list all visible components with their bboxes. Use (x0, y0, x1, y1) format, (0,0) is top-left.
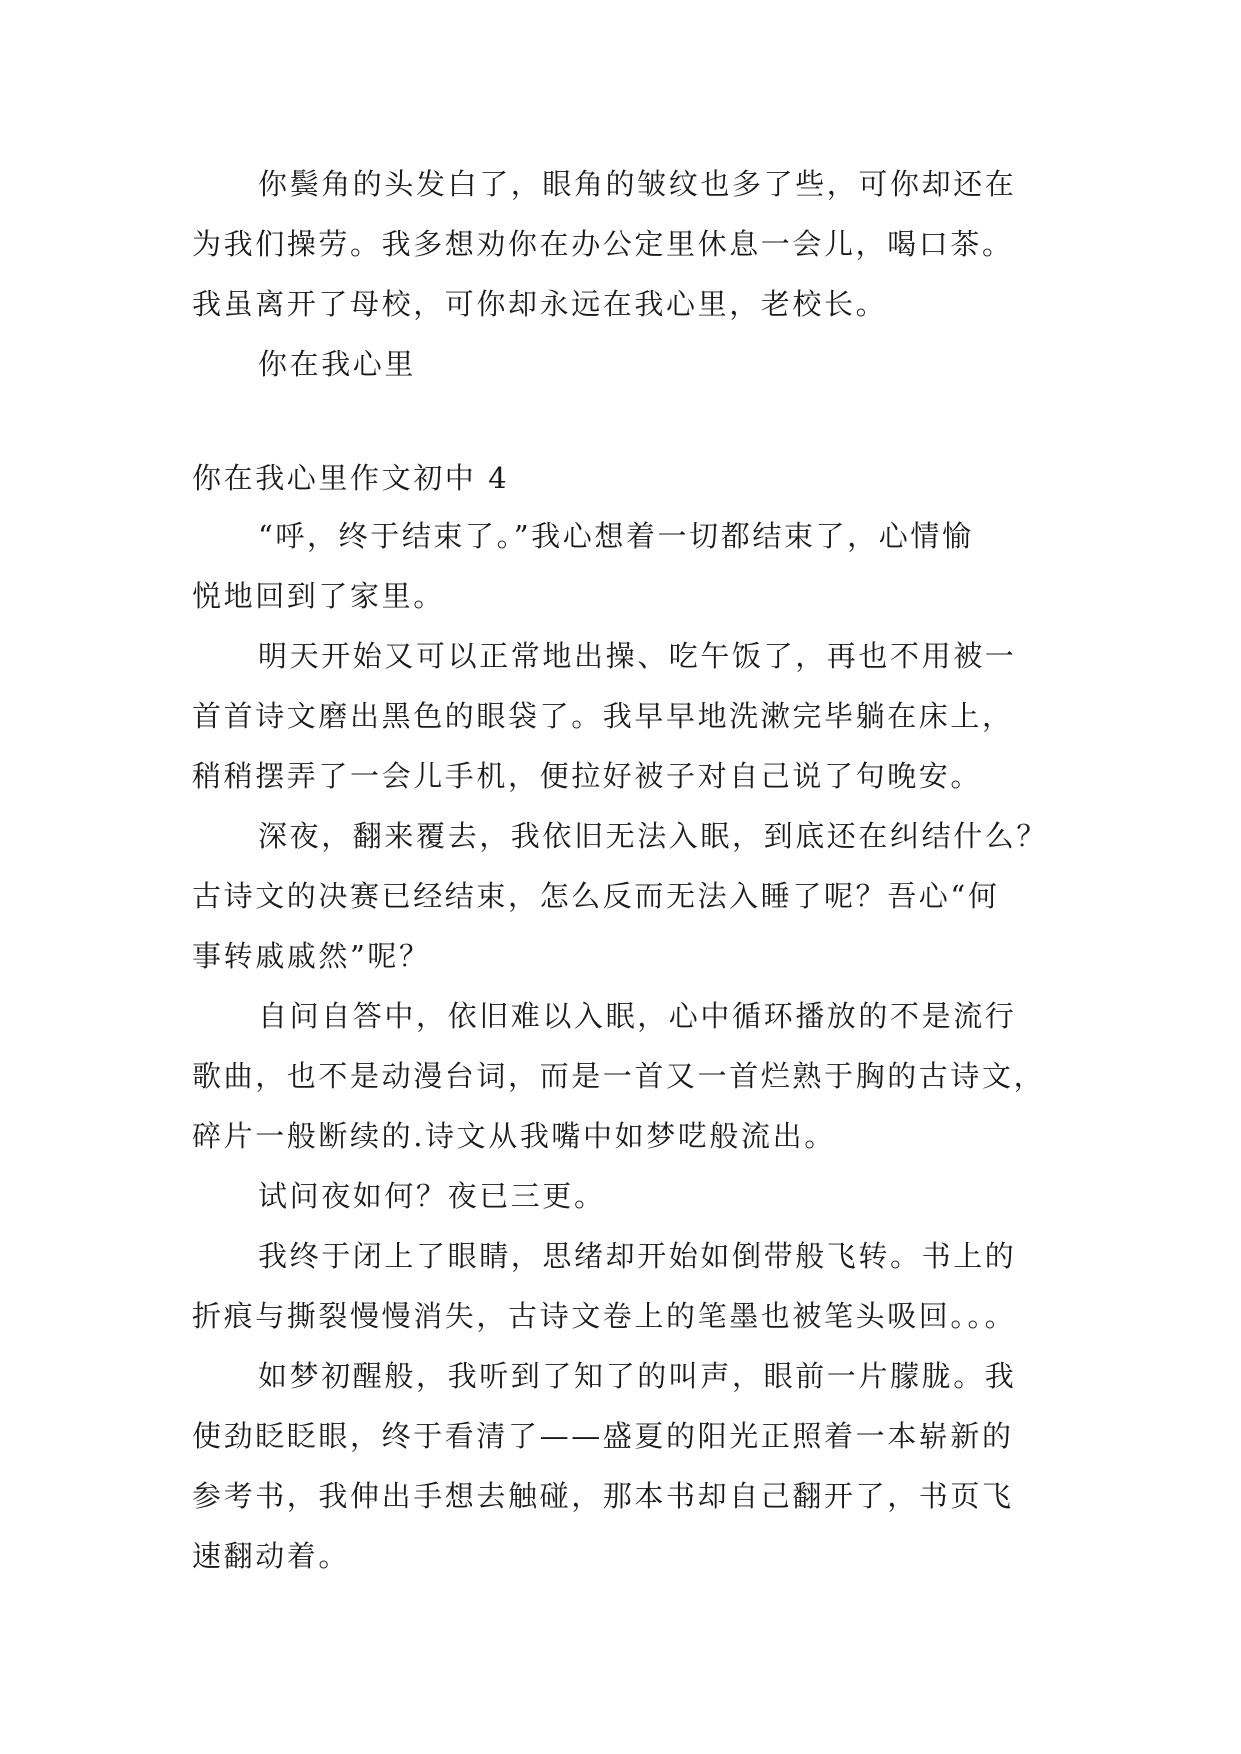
paragraph-line: 碎片一般断续的.诗文从我嘴中如梦呓般流出。 (192, 1119, 836, 1153)
paragraph-line: 我终于闭上了眼睛，思绪却开始如倒带般飞转。书上的 (258, 1239, 1017, 1273)
paragraph-line: 使劲眨眨眼，终于看清了——盛夏的阳光正照着一本崭新的 (192, 1419, 1014, 1453)
paragraph-line: 折痕与撕裂慢慢消失，古诗文卷上的笔墨也被笔头吸回。。。 (192, 1299, 1017, 1333)
paragraph-line: 悦地回到了家里。 (192, 579, 445, 613)
section-heading: 你在我心里作文初中 4 (192, 461, 510, 495)
paragraph-line: 我虽离开了母校，可你却永远在我心里，老校长。 (192, 287, 888, 321)
paragraph-line: “呼，终于结束了。”我心想着一切都结束了，心情愉 (258, 519, 974, 553)
paragraph-line: 事转戚戚然”呢？ (192, 939, 431, 973)
paragraph-line: 速翻动着。 (192, 1539, 351, 1573)
paragraph-line: 你鬓角的头发白了，眼角的皱纹也多了些，可你却还在 (258, 167, 1017, 201)
paragraph-line: 歌曲，也不是动漫台词，而是一首又一首烂熟于胸的古诗文， (192, 1059, 1046, 1093)
paragraph-line: 你在我心里 (258, 347, 417, 381)
paragraph-line: 深夜，翻来覆去，我依旧无法入眠，到底还在纠结什么？ (258, 819, 1049, 853)
paragraph-line: 首首诗文磨出黑色的眼袋了。我早早地洗漱完毕躺在床上， (192, 699, 1014, 733)
paragraph-line: 如梦初醒般，我听到了知了的叫声，眼前一片朦胧。我 (258, 1359, 1017, 1393)
paragraph-line: 为我们操劳。我多想劝你在办公定里休息一会儿，喝口茶。 (192, 227, 1014, 261)
paragraph-line: 试问夜如何？夜已三更。 (258, 1179, 606, 1213)
paragraph-line: 明天开始又可以正常地出操、吃午饭了，再也不用被一 (258, 639, 1017, 673)
paragraph-line: 参考书，我伸出手想去触碰，那本书却自己翻开了，书页飞 (192, 1479, 1014, 1513)
paragraph-line: 古诗文的决赛已经结束，怎么反而无法入睡了呢？吾心“何 (192, 879, 1000, 913)
paragraph-line: 稍稍摆弄了一会儿手机，便拉好被子对自己说了句晚安。 (192, 759, 983, 793)
paragraph-line: 自问自答中，依旧难以入眠，心中循环播放的不是流行 (258, 999, 1017, 1033)
